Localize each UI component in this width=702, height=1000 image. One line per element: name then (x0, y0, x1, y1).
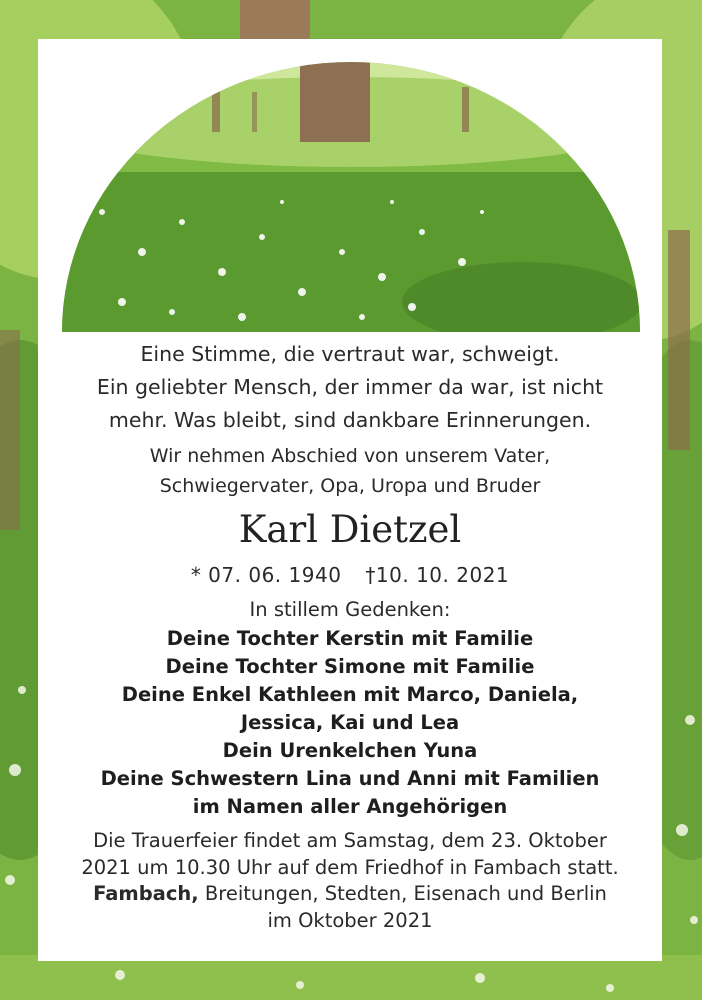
mourner-line: Deine Tochter Simone mit Familie (165, 655, 535, 678)
farewell-intro (38, 441, 662, 501)
mourner-line: Jessica, Kai und Lea (240, 711, 460, 734)
funeral-info (38, 828, 662, 934)
mourner-line: im Namen aller Angehörigen (192, 795, 508, 818)
quote (38, 338, 662, 437)
places-line (38, 881, 662, 908)
mourners-list (38, 625, 662, 821)
intro-line: Schwiegervater, Opa, Uropa und Bruder (159, 475, 541, 497)
place-rest: Breitungen, Stedten, Eisenach und Berlin (198, 882, 607, 905)
quote-line: Ein geliebter Mensch, der immer da war, ist nicht (96, 375, 604, 399)
quote-line: Eine Stimme, die vertraut war, schweigt. (140, 342, 560, 366)
quote-line: mehr. Was bleibt, sind dankbare Erinnerungen. (108, 408, 592, 432)
life-dates (38, 560, 662, 590)
intro-line: Wir nehmen Abschied von unserem Vater, (149, 445, 551, 467)
place-bold: Fambach, (93, 882, 199, 905)
funeral-line: 2021 um 10.30 Uhr auf dem Friedhof in Fambach statt. (81, 855, 619, 879)
mourner-line: Dein Urenkelchen Yuna (222, 739, 478, 762)
mourner-line: Deine Enkel Kathleen mit Marco, Daniela, (121, 683, 579, 706)
mourner-line: Deine Schwestern Lina und Anni mit Familien (100, 767, 600, 790)
memorial-heading: In stillem Gedenken: (249, 598, 451, 621)
birth-date: * 07. 06. 1940 (190, 563, 342, 587)
death-date: †10. 10. 2021 (365, 563, 510, 587)
funeral-line: Die Trauerfeier findet am Samstag, dem 23. Oktober (93, 829, 607, 852)
month-line: im Oktober 2021 (267, 908, 433, 932)
deceased-name: Karl Dietzel (238, 508, 462, 551)
mourner-line: Deine Tochter Kerstin mit Familie (166, 627, 534, 650)
